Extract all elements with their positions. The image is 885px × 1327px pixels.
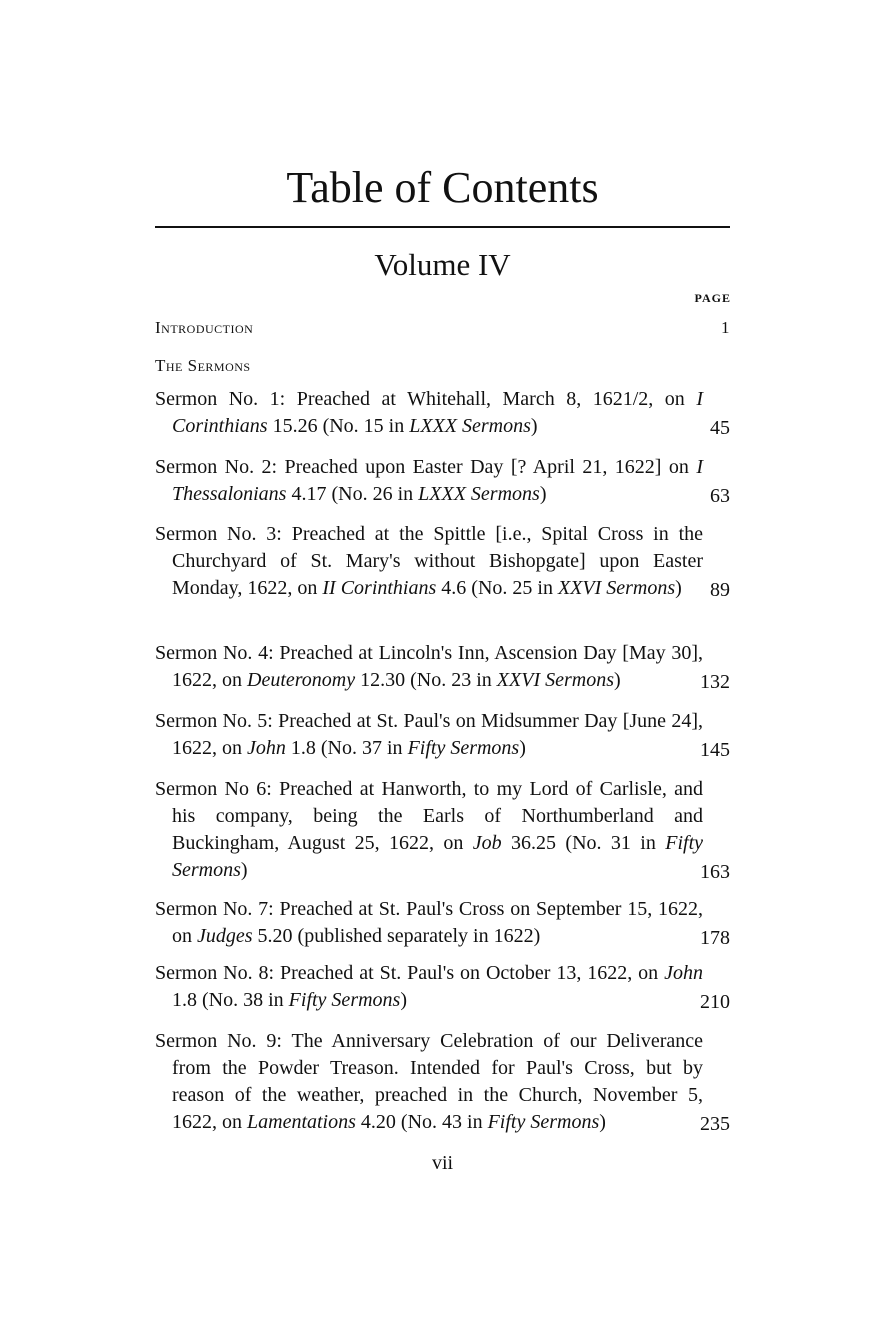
entry-page: 235: [700, 1113, 730, 1135]
toc-entry: [155, 640, 730, 694]
entry-page: 145: [700, 739, 730, 761]
entry-text: Sermon No. 3: Preached at the Spittle [i.e., Spital Cross in the Churchyard of St. Mary's without Bishopgate] upon Easter Monday, 1622, on II Corinthians 4.6 (No. 25 in XXVI Sermons): [155, 523, 703, 599]
entry-text: Sermon No. 9: The Anniversary Celebration of our Deliverance from the Powder Treason. Intended for Paul's Cross, but by reason of the weather, preached in the Church, November 5, 1622, on Lamentations 4.20 (No. 43 in Fifty Sermons): [155, 1030, 703, 1133]
page-title: Table of Contents: [286, 163, 599, 212]
section-label: Introduction: [155, 318, 254, 337]
page-number: vii: [431, 1152, 454, 1174]
section-page: 1: [721, 318, 730, 337]
entry-text: Sermon No. 1: Preached at Whitehall, March 8, 1621/2, on I Corinthians 15.26 (No. 15 in LXXX Sermons): [155, 388, 703, 437]
entry-text: Sermon No. 8: Preached at St. Paul's on October 13, 1622, on John 1.8 (No. 38 in Fifty Sermons): [155, 962, 703, 1011]
volume-heading: Volume IV: [374, 247, 511, 282]
toc-entry: [155, 386, 730, 440]
toc-section-introduction: [155, 314, 730, 341]
entry-page: 132: [700, 671, 730, 693]
toc-entry: [155, 960, 730, 1014]
toc-entry: [155, 896, 730, 950]
toc-entry: [155, 1028, 730, 1136]
toc-entry: [155, 454, 730, 508]
entry-text: Sermon No. 5: Preached at St. Paul's on Midsummer Day [June 24], 1622, on John 1.8 (No. 37 in Fifty Sermons): [155, 710, 703, 759]
entry-text: Sermon No. 4: Preached at Lincoln's Inn, Ascension Day [May 30], 1622, on Deuteronomy 12.30 (No. 23 in XXVI Sermons): [155, 642, 703, 691]
entry-text: Sermon No. 2: Preached upon Easter Day [? April 21, 1622] on I Thessalonians 4.17 (No. 26 in LXXX Sermons): [155, 456, 703, 505]
section-label: The Sermons: [155, 356, 251, 375]
toc-entry: [155, 521, 730, 602]
title-rule: [155, 226, 730, 228]
entry-page: 63: [710, 485, 730, 507]
entry-text: Sermon No 6: Preached at Hanworth, to my Lord of Carlisle, and his company, being the Earls of Northumberland and Buckingham, August 25, 1622, on Job 36.25 (No. 31 in Fifty Sermons): [155, 778, 703, 881]
toc-section-sermons: [155, 352, 730, 379]
toc-entry: [155, 708, 730, 762]
entry-page: 45: [710, 417, 730, 439]
entry-text: Sermon No. 7: Preached at St. Paul's Cross on September 15, 1622, on Judges 5.20 (published separately in 1622): [155, 898, 703, 947]
entry-page: 163: [700, 861, 730, 883]
toc-entry: [155, 776, 730, 884]
page-column-header: PAGE: [694, 291, 731, 305]
entry-page: 89: [710, 579, 730, 601]
entry-page: 178: [700, 927, 730, 949]
entry-page: 210: [700, 991, 730, 1013]
